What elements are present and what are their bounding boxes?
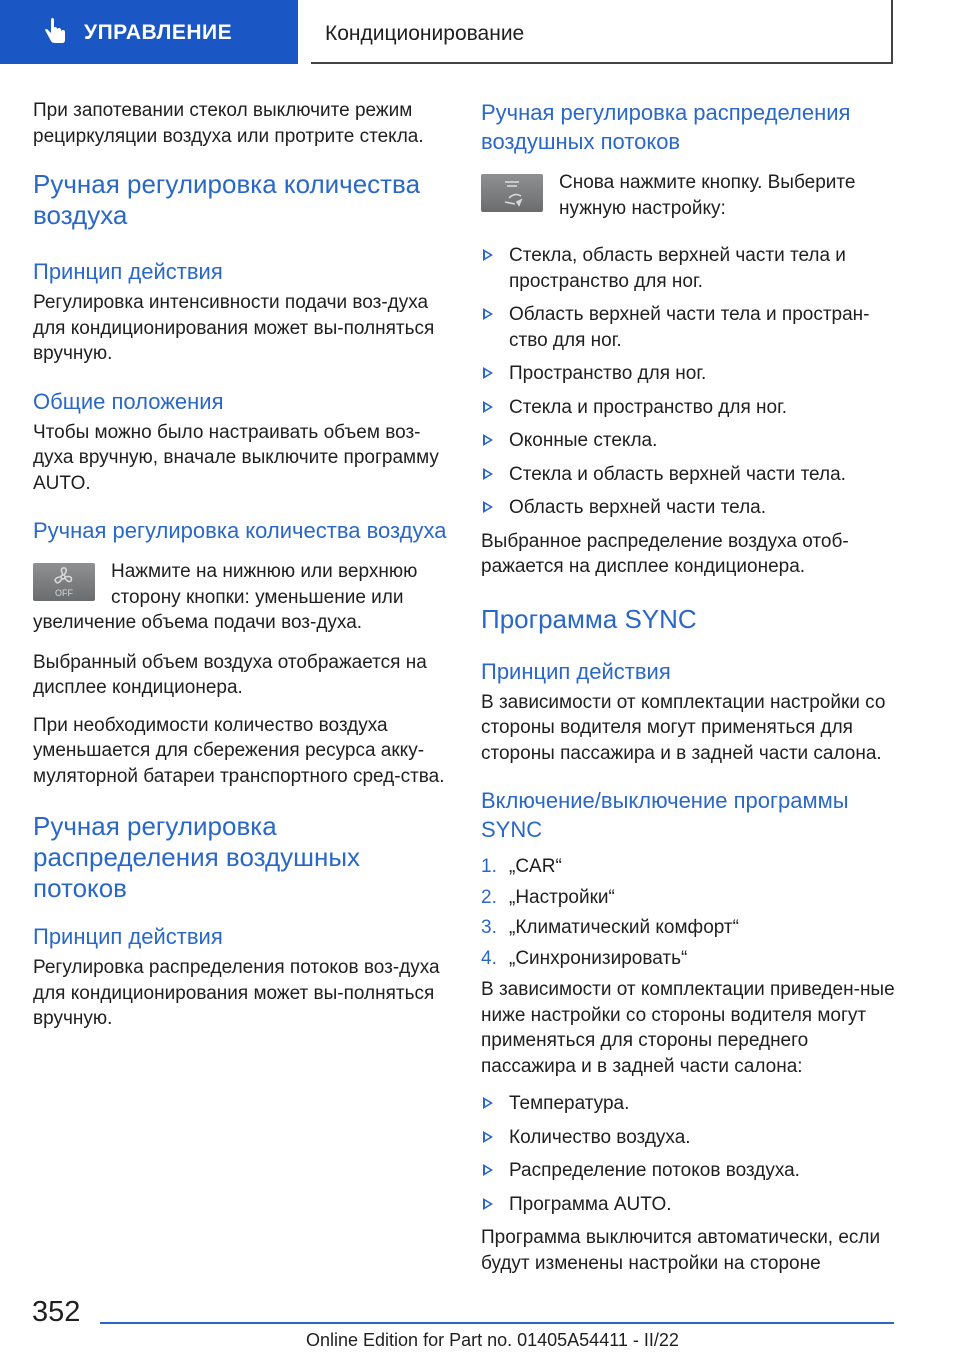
heading-principle-2: Принцип действия [33,924,223,949]
principle2-paragraph: Регулировка распределения потоков воз-духа для кондиционирования может вы-полняться вручную. [33,957,440,1029]
distribution-instruction [481,170,901,221]
heading-manual-amount: Ручная регулировка количества воздуха [33,518,447,543]
fan-button-icon [33,563,95,601]
heading-sync-principle: Принцип действия [481,658,671,684]
display-paragraph: Выбранный объем воздуха отображается на дисплее кондиционера. [33,651,427,698]
battery-paragraph: При необходимости количество воздуха уменьшается для сбережения ресурса акку-муляторной батареи транспортного сред-ства. [33,714,445,787]
press-paragraph: Снова нажмите кнопку. Выберите нужную настройку: [559,172,856,219]
intro-paragraph: При запотевании стекол выключите режим рециркуляции воздуха или протрите стекла. [33,100,424,147]
list-item: Пространство для ног. [481,361,901,387]
list-item: 4. „Синхронизировать“ [481,947,688,969]
bullet-triangle-icon [483,1164,493,1176]
general-paragraph: Чтобы можно было настраивать объем воз-духа вручную, вначале выключите программу AUTO. [33,421,439,494]
heading-sync: Программа SYNC [481,603,697,634]
off-paragraph: Программа выключится автоматически, если будут изменены настройки на стороне [481,1227,881,1274]
bullet-triangle-icon [483,249,493,261]
heading-principle: Принцип действия [33,259,223,284]
bullet-triangle-icon [483,501,493,513]
bullet-triangle-icon [483,367,493,379]
list-item: 2. „Настройки“ [481,886,615,908]
left-column [33,98,451,1044]
heading-general: Общие положения [33,388,224,414]
selected-paragraph: Выбранное распределение воздуха отоб-ражается на дисплее кондиционера. [481,530,849,577]
list-item: Программа AUTO. [481,1192,901,1218]
footer-divider [100,1322,894,1324]
fan-instruction [33,559,451,636]
list-item: Область верхней части тела и простран-ство для ног. [481,302,901,353]
bullet-triangle-icon [483,308,493,320]
air-distribution-button-icon [481,174,543,212]
footer-edition: Online Edition for Part no. 01405A54411 - II/22 [306,1330,679,1350]
bullet-triangle-icon [483,434,493,446]
applied-paragraph: В зависимости от комплектации приведен-ные ниже настройки со стороны водителя могут применяться для стороны переднего пассажира и в задней части салона: [481,979,895,1077]
list-item: Распределение потоков воздуха. [481,1158,901,1184]
list-item: Стекла, область верхней части тела и пространство для ног. [481,243,901,294]
list-item: Оконные стекла. [481,428,901,454]
bullet-triangle-icon [483,468,493,480]
principle-paragraph: Регулировка интенсивности подачи воз-духа для кондиционирования может вы-полняться вручную. [33,292,435,364]
distribution-options-list [481,243,901,521]
heading-manual-distribution: Ручная регулировка распределения воздушных потоков [481,100,851,154]
right-column [481,98,901,1288]
svg-text:OFF: OFF [55,588,73,598]
section-title: УПРАВЛЕНИЕ [84,21,233,44]
list-item: Стекла и область верхней части тела. [481,462,901,488]
section-tab[interactable] [0,0,298,64]
page-number: 352 [32,1296,81,1328]
topic-header [311,0,893,64]
heading-sync-toggle: Включение/выключение программы SYNC [481,788,849,842]
list-item: Область верхней части тела. [481,495,901,521]
bullet-triangle-icon [483,1131,493,1143]
list-item: Количество воздуха. [481,1125,901,1151]
sync-paragraph: В зависимости от комплектации настройки со стороны водителя могут применяться для стороны пассажира и в задней части салона. [481,691,886,764]
heading-distribution: Ручная регулировка распределения воздушных потоков [33,811,361,903]
hand-pointer-icon [40,17,70,47]
topic-title: Кондиционирование [325,22,525,45]
sync-steps-list [481,854,901,971]
bullet-triangle-icon [483,401,493,413]
list-item: Стекла и пространство для ног. [481,395,901,421]
synced-settings-list [481,1091,901,1217]
list-item: Температура. [481,1091,901,1117]
fan-paragraph: Нажмите на нижнюю или верхнюю сторону кнопки: уменьшение или увеличение объема подачи воз-духа. [33,561,418,633]
list-item: 1. „CAR“ [481,856,562,877]
list-item: 3. „Климатический комфорт“ [481,917,739,938]
heading-air-amount: Ручная регулировка количества воздуха [33,169,421,230]
bullet-triangle-icon [483,1198,493,1210]
bullet-triangle-icon [483,1097,493,1109]
